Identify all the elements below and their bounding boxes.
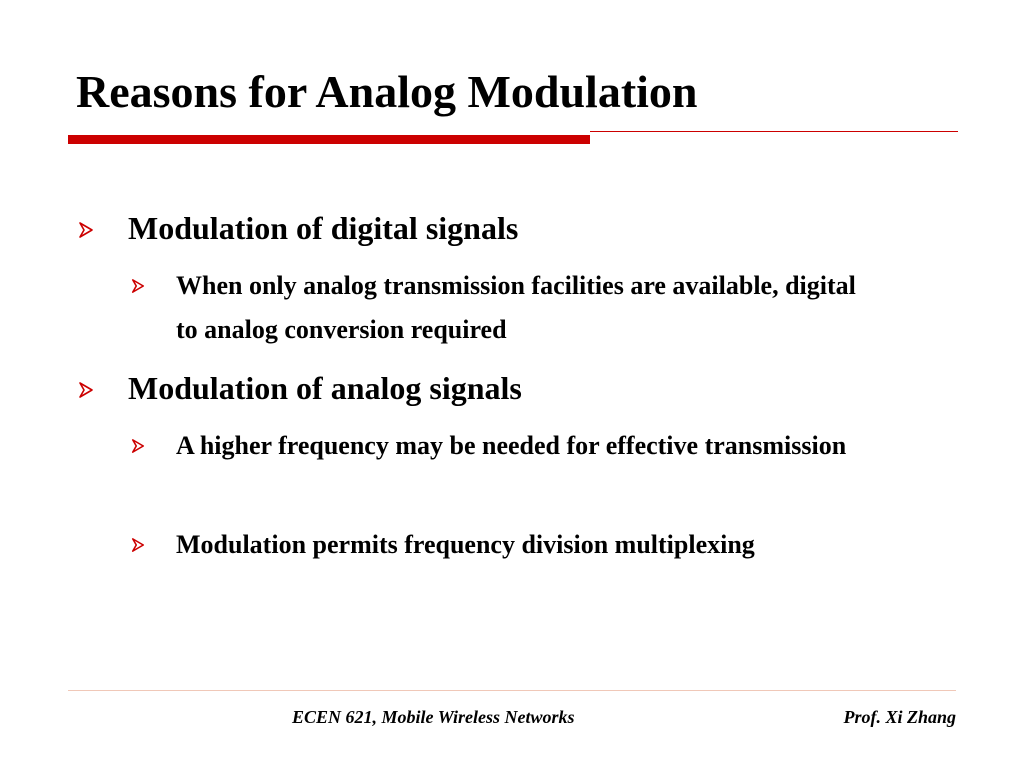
arrowhead-bullet-icon (78, 222, 94, 238)
title-underline-thin (590, 131, 958, 132)
bullet-modulation-analog: Modulation of analog signals (128, 370, 522, 406)
arrowhead-bullet-icon (78, 382, 94, 398)
footer-course: ECEN 621, Mobile Wireless Networks (292, 707, 575, 727)
slide-title: Reasons for Analog Modulation (76, 66, 698, 117)
arrowhead-bullet-icon (131, 279, 145, 293)
sub-bullet-analog-facilities: When only analog transmission facilities are available, digital to analog conversion required (176, 271, 856, 344)
title-underline-thick (68, 135, 590, 144)
bullet-modulation-digital: Modulation of digital signals (128, 210, 519, 246)
arrowhead-bullet-icon (131, 538, 145, 552)
sub-bullet-higher-frequency: A higher frequency may be needed for effective transmission (176, 431, 847, 460)
footer-author: Prof. Xi Zhang (843, 707, 956, 727)
sub-bullet-fdm: Modulation permits frequency division multiplexing (176, 530, 755, 559)
arrowhead-bullet-icon (131, 439, 145, 453)
footer-divider (68, 690, 956, 691)
